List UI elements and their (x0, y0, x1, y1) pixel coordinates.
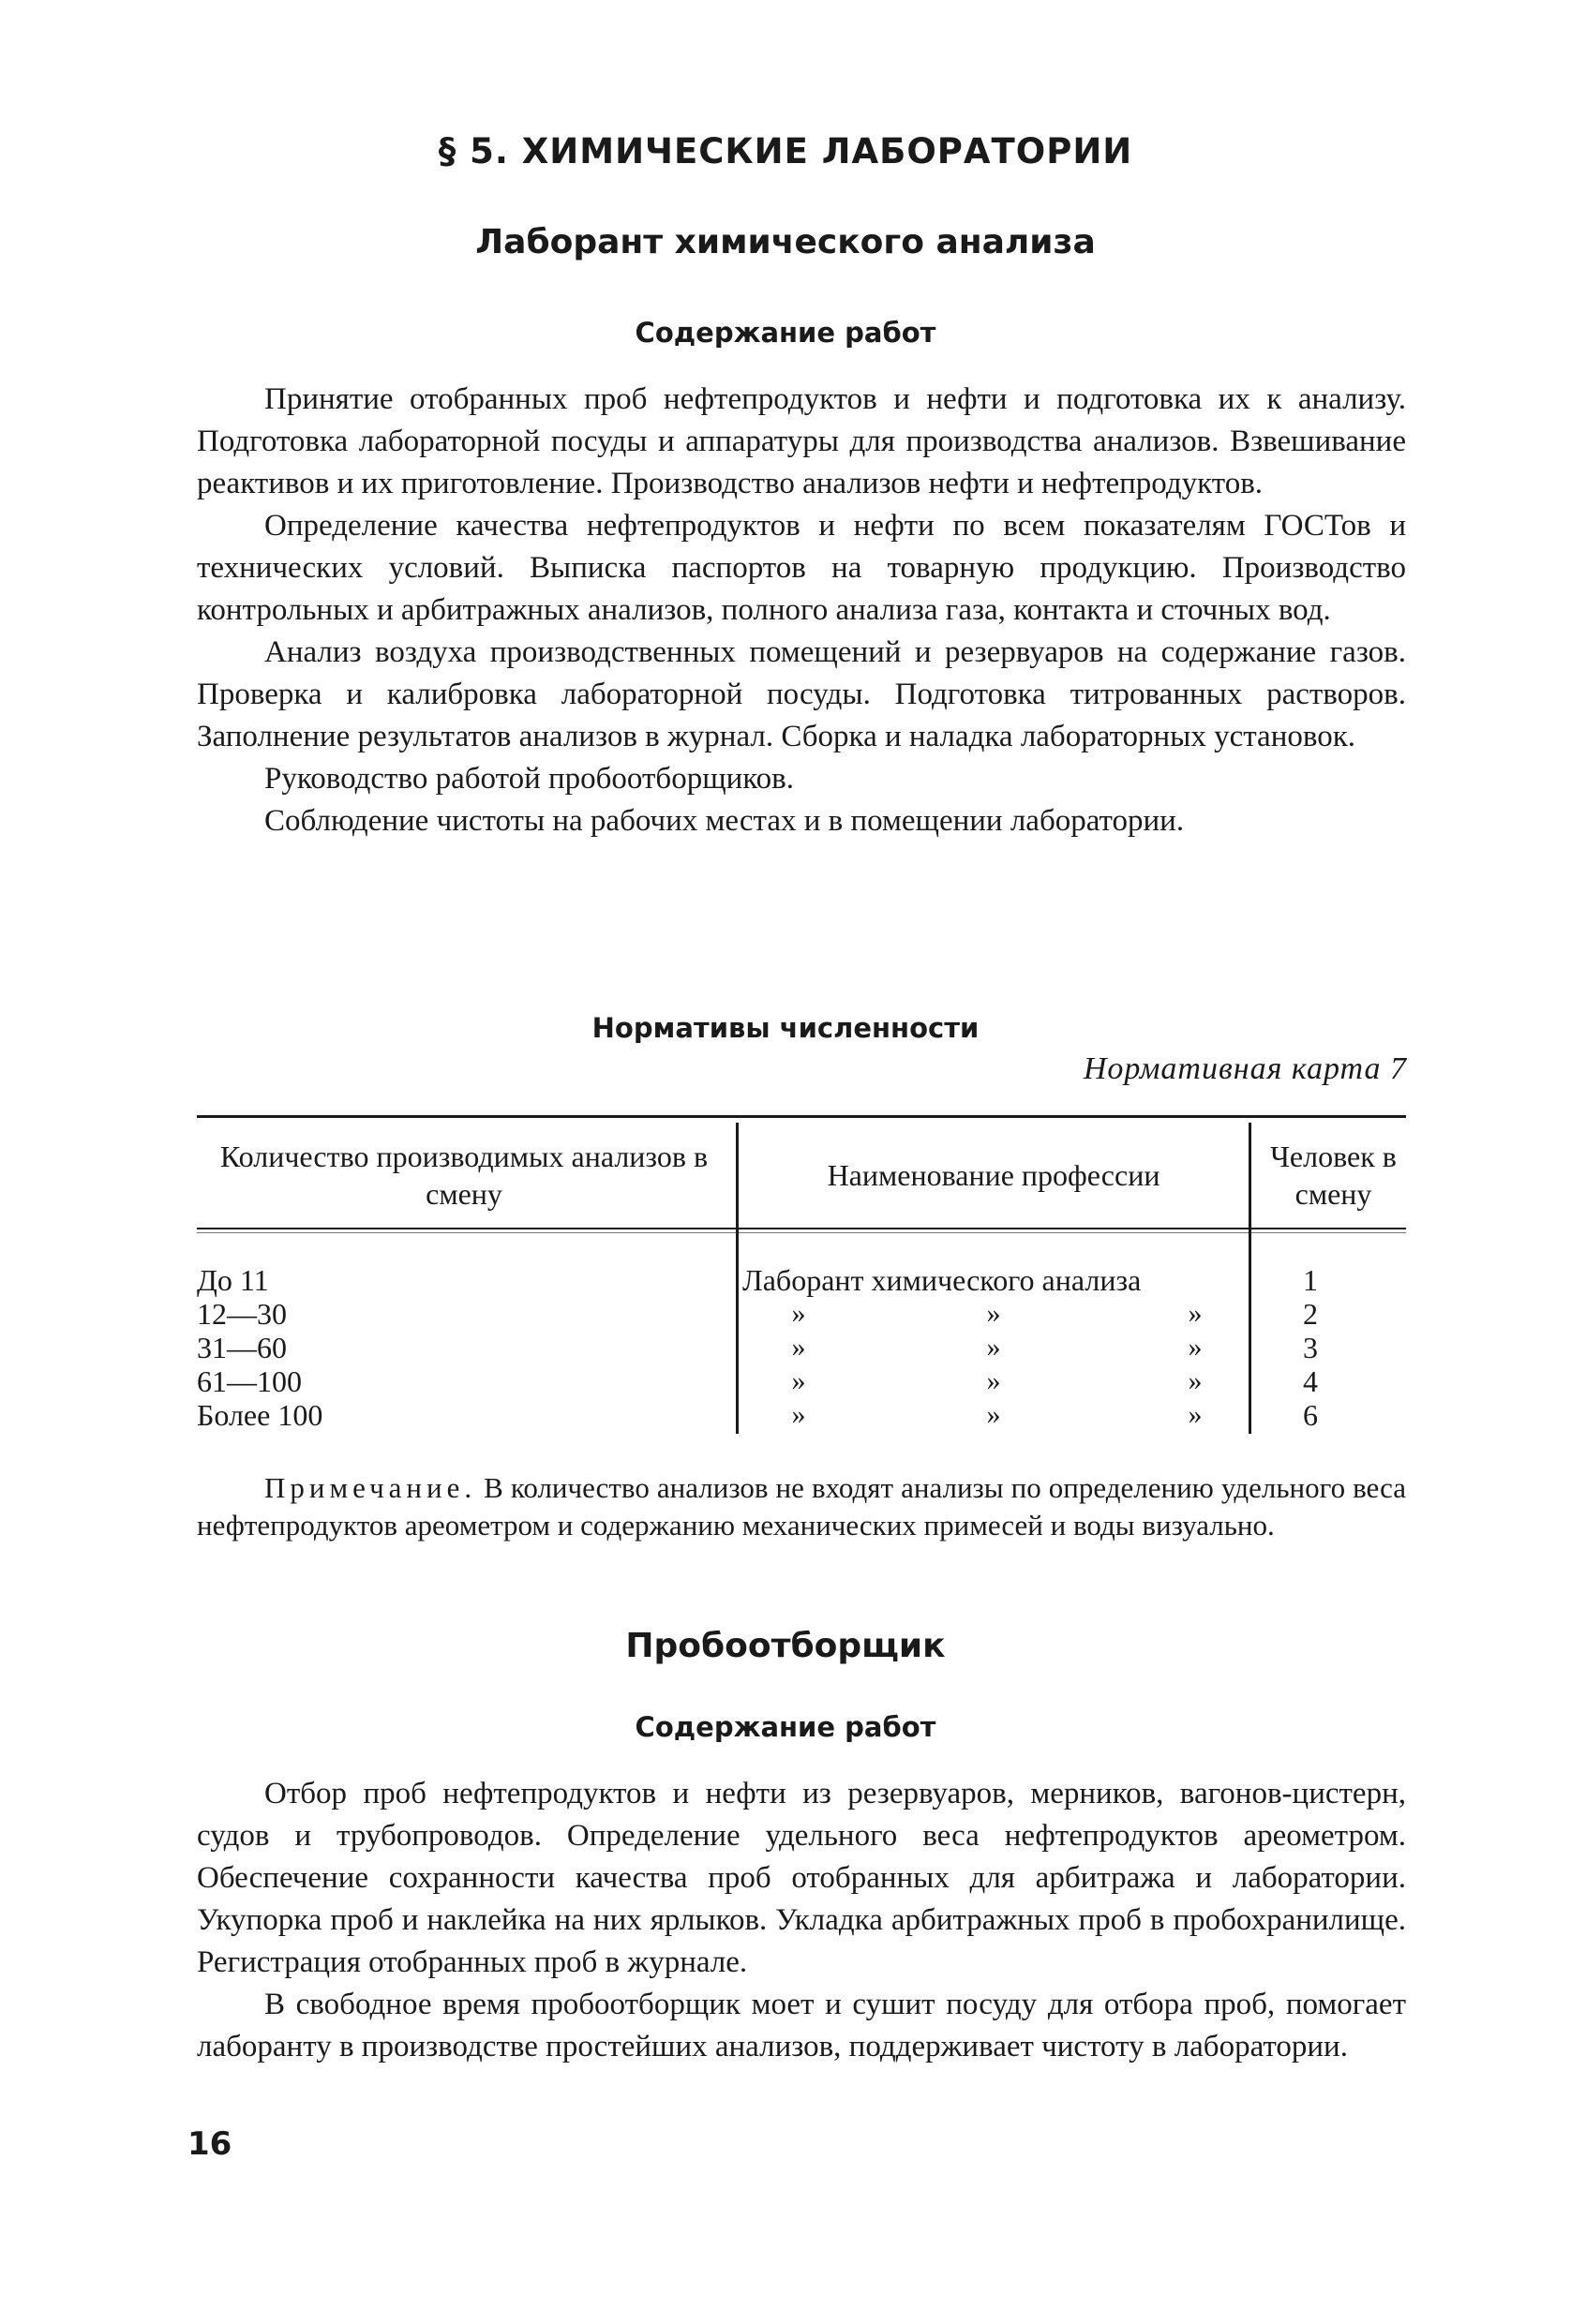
page-number: 16 (187, 2125, 232, 2163)
note-text: В количество анализов не входят анализы по определению удельного веса нефтепродуктов ареометром и содержанию механических примесей и воды визуально. (197, 1471, 1406, 1542)
table-note (197, 1469, 1406, 1544)
norms-heading: Нормативы численности (591, 1012, 980, 1044)
ditto-mark: » (1188, 1298, 1203, 1329)
paragraph: Принятие отобранных проб нефтепродуктов и нефти и подготовка их к анализу. Подготовка лабораторной посуды и аппаратуры для производства анализов. Взвешивание реактивов и их приготовление. Производство анализов нефти и нефтепродуктов. (197, 382, 1406, 500)
paragraph: Руководство работой пробоотборщиков. (264, 762, 794, 796)
ditto-mark: » (791, 1332, 806, 1363)
ditto-mark: » (1188, 1399, 1203, 1430)
table-top-rule (197, 1115, 1406, 1118)
sampler-work-description (197, 1773, 1406, 2068)
ditto-mark: » (791, 1298, 806, 1329)
paragraph: Отбор проб нефтепродуктов и нефти из резервуаров, мерников, вагонов-цистерн, судов и трубопроводов. Определение удельного веса нефтепродуктов ареометром. Обеспечение сохранности качества проб отобранных для арбитража и лаборатории. Укупорка проб и наклейка на них ярлыков. Укладка арбитражных проб в пробохранилище. Регистрация отобранных проб в журнале. (197, 1777, 1406, 1979)
table-cell-people: 3 (1303, 1331, 1318, 1364)
table-cell-people: 4 (1303, 1364, 1318, 1398)
ditto-mark: » (791, 1399, 806, 1430)
table-col-divider (1249, 1123, 1251, 1434)
table-header-rule (197, 1228, 1406, 1229)
table-header-rule-2 (197, 1232, 1406, 1233)
table-cell-count: 31—60 (197, 1331, 287, 1364)
lab-work-heading: Содержание работ (635, 317, 936, 349)
table-cell-profession: Лаборант химического анализа (742, 1263, 1142, 1297)
table-cell-people: 6 (1303, 1398, 1318, 1432)
ditto-mark: » (1188, 1365, 1203, 1396)
lab-work-description (197, 379, 1406, 842)
ditto-mark: » (791, 1365, 806, 1396)
column-header-profession: Наименование профессии (827, 1158, 1160, 1192)
section-title: § 5. ХИМИЧЕСКИЕ ЛАБОРАТОРИИ (438, 131, 1133, 171)
ditto-mark: » (986, 1365, 1001, 1396)
table-cell-people: 2 (1303, 1297, 1318, 1331)
note-label: Примечание. (264, 1471, 477, 1504)
table-cell-count: 61—100 (197, 1364, 302, 1398)
ditto-mark: » (986, 1332, 1001, 1363)
column-header-people: Человек в смену (1270, 1140, 1397, 1211)
norm-card-label: Нормативная карта 7 (1083, 1051, 1407, 1086)
ditto-mark: » (986, 1399, 1001, 1430)
sampler-work-heading: Содержание работ (635, 1711, 936, 1743)
table-cell-people: 1 (1303, 1263, 1318, 1297)
table-cell-count: Более 100 (197, 1398, 323, 1432)
ditto-mark: » (1188, 1332, 1203, 1363)
table-col-divider (736, 1123, 739, 1434)
lab-assistant-title: Лаборант химического анализа (475, 223, 1096, 261)
ditto-mark: » (986, 1298, 1001, 1329)
table-cell-count: До 11 (197, 1263, 269, 1297)
paragraph: В свободное время пробоотборщик моет и сушит посуду для отбора проб, помогает лаборанту в производстве простейших анализов, поддерживает чистоту в лаборатории. (197, 1988, 1406, 2063)
table-cell-count: 12—30 (197, 1297, 287, 1331)
paragraph: Соблюдение чистоты на рабочих местах и в помещении лаборатории. (264, 804, 1185, 838)
paragraph: Определение качества нефтепродуктов и нефти по всем показателям ГОСТов и технических условий. Выписка паспортов на товарную продукцию. Производство контрольных и арбитражных анализов, полного анализа газа, контакта и сточных вод. (197, 509, 1406, 627)
column-header-count: Количество производимых анализов в смену (219, 1140, 709, 1211)
sampler-title: Пробоотборщик (625, 1627, 946, 1665)
paragraph: Анализ воздуха производственных помещений и резервуаров на содержание газов. Проверка и калибровка лабораторной посуды. Подготовка титрованных растворов. Заполнение результатов анализов в журнал. Сборка и наладка лабораторных установок. (197, 635, 1406, 753)
